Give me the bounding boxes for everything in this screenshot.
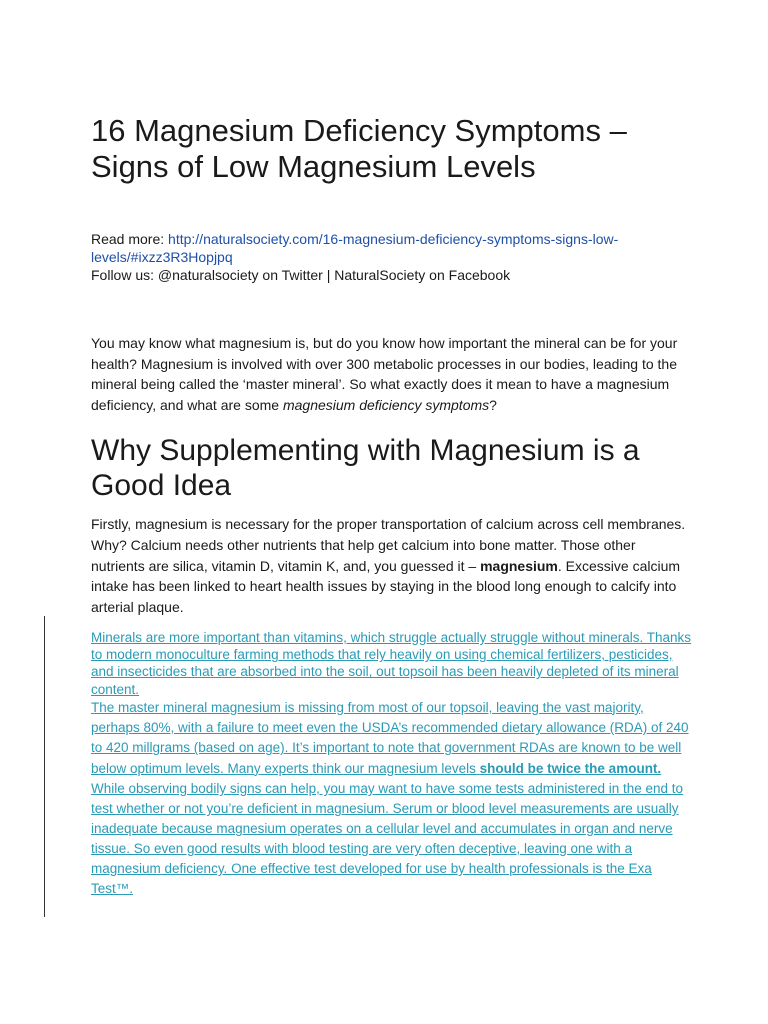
section-text: Firstly, magnesium is necessary for the proper transportation of calcium across cell membranes. Why? Calcium needs other nutrients that help get calcium into bone matter. Those other nutrients are silica, vitamin D, vitamin K, and, you guessed it – [91, 516, 686, 574]
source-meta [91, 230, 691, 284]
section-text-end: . Excessive calcium intake has been linked to heart health issues by staying in the blood long enough to calcify into arterial plaque. [91, 557, 681, 616]
page-title: 16 Magnesium Deficiency Symptoms – Signs of Low Magnesium Levels [91, 113, 627, 184]
intro-text-end: ? [489, 396, 497, 413]
master-mineral-text: The master mineral magnesium is missing from most of our topsoil, leaving the vast majority, perhaps 80%, with a failure to meet even the USDA’s recommended dietary allowance (RDA) of 240 to 420 millgrams (based on age). It’s important to note that government RDAs are known to be well below optimum levels. Many experts think our magnesium levels [91, 699, 689, 776]
follow-text: @naturalsociety on Twitter | NaturalSociety on Facebook [157, 267, 511, 283]
intro-emphasis: magnesium deficiency symptoms [282, 396, 490, 413]
margin-change-bar [44, 616, 45, 917]
intro-paragraph [91, 333, 691, 415]
intro-text: You may know what magnesium is, but do you know how important the mineral can be for your health? Magnesium is involved with over 300 metabolic processes in our bodies, leading to the mineral being called the ‘master mineral’. So what exactly does it mean to have a magnesium deficiency, and what are some [91, 335, 678, 413]
section-heading: Why Supplementing with Magnesium is a Good Idea [91, 434, 640, 502]
section-paragraph [91, 514, 691, 618]
follow-label: Follow us: [91, 267, 158, 283]
read-more-line [91, 230, 691, 266]
linked-paragraph-tests[interactable]: While observing bodily signs can help, you may want to have some tests administered in the end to test whether or not you’re deficient in magnesium. Serum or blood level measurements are usually inadequate because magnesium operates on a cellular level and accumulates in organ and nerve tissue. So even good results with blood testing are very often deceptive, leaving one with a magnesium deficiency. One effective test developed for use by health professionals is the Exa Test™. [91, 781, 684, 896]
read-more-link[interactable]: http://naturalsociety.com/16-magnesium-deficiency-symptoms-signs-low-levels/#ixzz3R3Hopjpq [91, 231, 619, 265]
read-more-label: Read more: [91, 231, 169, 247]
master-mineral-bold: should be twice the amount. [479, 760, 662, 776]
linked-paragraph-master-mineral[interactable] [91, 698, 691, 779]
linked-paragraphs [91, 629, 691, 899]
section-bold: magnesium [480, 557, 558, 574]
follow-line [91, 266, 691, 284]
linked-paragraph-minerals[interactable]: Minerals are more important than vitamins, which struggle actually struggle without minerals. Thanks to modern monoculture farming methods that rely heavily on using chemical fertilizers, pesticides, and insecticides that are absorbed into the soil, out topsoil has been heavily depleted of its mineral content. [91, 630, 692, 697]
